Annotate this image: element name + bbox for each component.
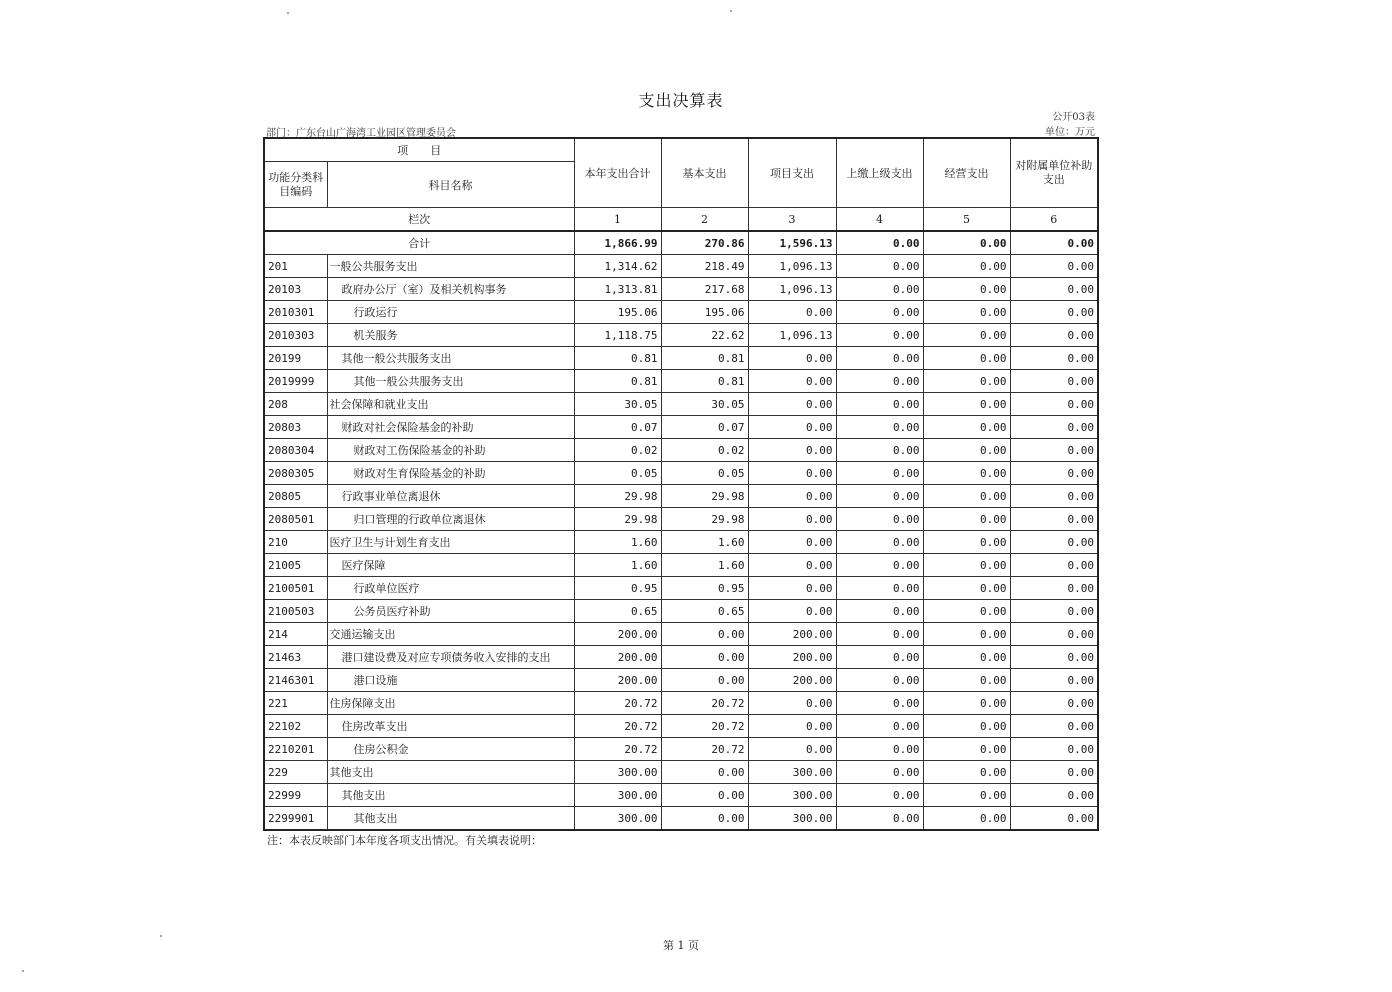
table-row	[264, 807, 1098, 831]
row-value: 0.00	[923, 531, 1010, 554]
col-number: 1	[574, 208, 661, 232]
row-name: 港口建设费及对应专项债务收入安排的支出	[327, 646, 574, 669]
row-value: 1,313.81	[574, 278, 661, 301]
row-value: 0.00	[661, 761, 748, 784]
row-value: 29.98	[574, 508, 661, 531]
row-value: 0.00	[1010, 761, 1098, 784]
table-row	[264, 577, 1098, 600]
row-name: 行政单位医疗	[327, 577, 574, 600]
row-value: 218.49	[661, 255, 748, 278]
row-value: 0.00	[836, 370, 923, 393]
row-value: 0.00	[923, 554, 1010, 577]
row-value: 0.00	[836, 646, 923, 669]
row-value: 0.00	[836, 715, 923, 738]
row-value: 0.65	[661, 600, 748, 623]
table-row	[264, 416, 1098, 439]
row-value: 0.00	[748, 531, 836, 554]
row-value: 0.00	[748, 508, 836, 531]
name-col-header: 科目名称	[327, 162, 574, 208]
total-value: 1,866.99	[574, 231, 661, 255]
table-row	[264, 715, 1098, 738]
row-value: 0.00	[748, 416, 836, 439]
row-value: 1.60	[661, 531, 748, 554]
row-code: 22102	[264, 715, 327, 738]
row-name: 其他支出	[327, 807, 574, 831]
row-value: 0.00	[836, 324, 923, 347]
row-code: 2100501	[264, 577, 327, 600]
table-row	[264, 669, 1098, 692]
row-name: 机关服务	[327, 324, 574, 347]
row-value: 1,096.13	[748, 324, 836, 347]
row-value: 1.60	[574, 531, 661, 554]
row-value: 300.00	[574, 761, 661, 784]
row-value: 0.00	[836, 531, 923, 554]
row-value: 0.00	[661, 623, 748, 646]
row-value: 0.00	[836, 554, 923, 577]
col-header-5: 经营支出	[923, 138, 1010, 208]
col-header-2: 基本支出	[661, 138, 748, 208]
scan-speck	[730, 10, 732, 12]
row-value: 0.81	[574, 347, 661, 370]
row-value: 0.00	[748, 370, 836, 393]
row-value: 0.00	[1010, 347, 1098, 370]
row-value: 0.00	[923, 715, 1010, 738]
row-value: 0.00	[748, 554, 836, 577]
row-value: 0.00	[748, 393, 836, 416]
row-code: 2100503	[264, 600, 327, 623]
row-value: 30.05	[574, 393, 661, 416]
row-code: 21463	[264, 646, 327, 669]
footnote: 注：本表反映部门本年度各项支出情况。有关填表说明：	[267, 834, 542, 847]
row-value: 30.05	[661, 393, 748, 416]
row-code: 20103	[264, 278, 327, 301]
row-value: 0.00	[1010, 370, 1098, 393]
row-value: 0.00	[748, 301, 836, 324]
row-value: 0.00	[923, 508, 1010, 531]
table-row	[264, 646, 1098, 669]
row-value: 1,096.13	[748, 255, 836, 278]
row-code: 2019999	[264, 370, 327, 393]
row-value: 0.00	[748, 462, 836, 485]
row-value: 20.72	[661, 692, 748, 715]
row-value: 195.06	[574, 301, 661, 324]
row-value: 0.00	[836, 416, 923, 439]
col-header-4: 上缴上级支出	[836, 138, 923, 208]
row-name: 行政运行	[327, 301, 574, 324]
row-value: 217.68	[661, 278, 748, 301]
row-value: 0.00	[836, 485, 923, 508]
row-value: 0.00	[923, 416, 1010, 439]
row-value: 0.00	[923, 324, 1010, 347]
row-value: 20.72	[574, 692, 661, 715]
row-value: 22.62	[661, 324, 748, 347]
row-value: 0.07	[574, 416, 661, 439]
row-code: 2299901	[264, 807, 327, 831]
row-value: 0.00	[661, 807, 748, 831]
row-value: 300.00	[574, 807, 661, 831]
table-row	[264, 531, 1098, 554]
row-value: 0.00	[1010, 784, 1098, 807]
row-name: 归口管理的行政单位离退休	[327, 508, 574, 531]
row-value: 0.00	[1010, 393, 1098, 416]
expenditure-table	[263, 137, 1099, 831]
table-row	[264, 508, 1098, 531]
row-value: 0.00	[923, 761, 1010, 784]
table-row	[264, 278, 1098, 301]
row-value: 1,096.13	[748, 278, 836, 301]
row-code: 2010301	[264, 301, 327, 324]
row-name: 政府办公厅（室）及相关机构事务	[327, 278, 574, 301]
scan-speck	[287, 12, 289, 14]
row-value: 0.00	[923, 301, 1010, 324]
row-value: 200.00	[748, 669, 836, 692]
row-value: 0.00	[748, 738, 836, 761]
row-value: 0.00	[836, 439, 923, 462]
scan-speck	[22, 970, 24, 972]
row-value: 0.00	[1010, 646, 1098, 669]
row-value: 0.00	[1010, 324, 1098, 347]
table-row	[264, 439, 1098, 462]
row-name: 财政对生育保险基金的补助	[327, 462, 574, 485]
row-value: 200.00	[748, 646, 836, 669]
table-row	[264, 255, 1098, 278]
row-value: 0.00	[836, 761, 923, 784]
row-value: 29.98	[661, 508, 748, 531]
code-col-header: 功能分类科目编码	[264, 162, 327, 208]
row-value: 0.00	[923, 278, 1010, 301]
row-name: 其他支出	[327, 784, 574, 807]
row-name: 其他一般公共服务支出	[327, 370, 574, 393]
row-code: 214	[264, 623, 327, 646]
row-value: 0.00	[1010, 807, 1098, 831]
row-value: 0.00	[661, 784, 748, 807]
row-value: 0.00	[836, 600, 923, 623]
row-value: 0.02	[661, 439, 748, 462]
row-value: 0.00	[1010, 554, 1098, 577]
row-value: 0.81	[661, 347, 748, 370]
row-code: 2146301	[264, 669, 327, 692]
row-value: 0.00	[1010, 439, 1098, 462]
row-value: 0.00	[923, 738, 1010, 761]
total-row	[264, 231, 1098, 255]
row-code: 229	[264, 761, 327, 784]
row-name: 财政对社会保险基金的补助	[327, 416, 574, 439]
row-value: 0.00	[923, 669, 1010, 692]
total-value: 0.00	[923, 231, 1010, 255]
col-number: 2	[661, 208, 748, 232]
row-value: 0.00	[836, 278, 923, 301]
row-value: 20.72	[661, 715, 748, 738]
row-value: 0.00	[923, 784, 1010, 807]
row-value: 0.00	[748, 439, 836, 462]
form-number: 公开03表	[1052, 112, 1095, 123]
row-value: 0.00	[661, 646, 748, 669]
row-value: 0.00	[923, 255, 1010, 278]
row-name: 交通运输支出	[327, 623, 574, 646]
row-value: 300.00	[748, 784, 836, 807]
table-row	[264, 324, 1098, 347]
col-header-6: 对附属单位补助支出	[1010, 138, 1098, 208]
row-value: 0.00	[1010, 531, 1098, 554]
row-name: 住房保障支出	[327, 692, 574, 715]
row-value: 0.05	[574, 462, 661, 485]
row-name: 医疗卫生与计划生育支出	[327, 531, 574, 554]
table-row	[264, 738, 1098, 761]
row-value: 0.00	[1010, 485, 1098, 508]
row-value: 0.00	[836, 462, 923, 485]
row-code: 208	[264, 393, 327, 416]
page-title: 支出决算表	[638, 91, 724, 110]
row-name: 社会保障和就业支出	[327, 393, 574, 416]
unit-label: 单位：万元	[1045, 127, 1095, 138]
row-index-label: 栏次	[264, 208, 574, 232]
column-number-row	[264, 208, 1098, 232]
table-row	[264, 301, 1098, 324]
row-value: 0.00	[836, 738, 923, 761]
row-value: 0.00	[923, 370, 1010, 393]
total-label: 合计	[264, 231, 574, 255]
row-code: 2210201	[264, 738, 327, 761]
table-row	[264, 623, 1098, 646]
row-value: 0.81	[574, 370, 661, 393]
row-value: 0.00	[1010, 577, 1098, 600]
row-value: 0.95	[574, 577, 661, 600]
row-value: 300.00	[574, 784, 661, 807]
total-value: 270.86	[661, 231, 748, 255]
row-value: 0.00	[923, 807, 1010, 831]
row-value: 0.00	[748, 485, 836, 508]
header-row-project	[264, 138, 1098, 162]
row-value: 0.65	[574, 600, 661, 623]
row-code: 221	[264, 692, 327, 715]
row-code: 2080304	[264, 439, 327, 462]
total-value: 1,596.13	[748, 231, 836, 255]
row-name: 其他支出	[327, 761, 574, 784]
row-code: 210	[264, 531, 327, 554]
row-name: 住房公积金	[327, 738, 574, 761]
row-value: 0.02	[574, 439, 661, 462]
row-value: 0.00	[923, 485, 1010, 508]
row-value: 20.72	[574, 715, 661, 738]
row-value: 0.00	[1010, 692, 1098, 715]
row-value: 1.60	[574, 554, 661, 577]
row-value: 0.00	[836, 577, 923, 600]
row-value: 0.00	[836, 692, 923, 715]
row-value: 0.00	[836, 301, 923, 324]
row-code: 22999	[264, 784, 327, 807]
row-value: 195.06	[661, 301, 748, 324]
row-value: 0.00	[1010, 738, 1098, 761]
row-value: 20.72	[661, 738, 748, 761]
row-value: 0.00	[836, 669, 923, 692]
project-header: 项 目	[264, 138, 574, 162]
row-value: 0.00	[836, 255, 923, 278]
row-value: 0.00	[923, 439, 1010, 462]
table-row	[264, 692, 1098, 715]
col-header-3: 项目支出	[748, 138, 836, 208]
row-value: 0.00	[923, 623, 1010, 646]
col-header-1: 本年支出合计	[574, 138, 661, 208]
row-value: 0.00	[1010, 669, 1098, 692]
row-value: 0.00	[923, 393, 1010, 416]
row-value: 0.00	[748, 577, 836, 600]
table-row	[264, 462, 1098, 485]
row-value: 300.00	[748, 761, 836, 784]
row-value: 0.00	[836, 347, 923, 370]
row-value: 200.00	[574, 646, 661, 669]
table-row	[264, 485, 1098, 508]
page-number: 第 1 页	[663, 939, 699, 952]
total-value: 0.00	[836, 231, 923, 255]
row-value: 0.00	[748, 600, 836, 623]
row-value: 0.00	[1010, 462, 1098, 485]
row-name: 一般公共服务支出	[327, 255, 574, 278]
row-value: 0.00	[923, 577, 1010, 600]
col-number: 6	[1010, 208, 1098, 232]
table-row	[264, 393, 1098, 416]
col-number: 5	[923, 208, 1010, 232]
row-value: 200.00	[748, 623, 836, 646]
row-value: 0.00	[1010, 255, 1098, 278]
total-value: 0.00	[1010, 231, 1098, 255]
col-number: 4	[836, 208, 923, 232]
row-value: 0.00	[1010, 301, 1098, 324]
row-value: 0.07	[661, 416, 748, 439]
row-value: 0.00	[836, 508, 923, 531]
row-value: 0.00	[836, 784, 923, 807]
row-value: 1,314.62	[574, 255, 661, 278]
table-row	[264, 554, 1098, 577]
row-code: 20805	[264, 485, 327, 508]
row-value: 0.00	[836, 393, 923, 416]
row-value: 0.05	[661, 462, 748, 485]
table-row	[264, 600, 1098, 623]
row-value: 0.81	[661, 370, 748, 393]
row-value: 0.00	[748, 692, 836, 715]
row-value: 0.00	[1010, 416, 1098, 439]
row-code: 2010303	[264, 324, 327, 347]
row-value: 0.00	[661, 669, 748, 692]
row-value: 20.72	[574, 738, 661, 761]
row-code: 2080305	[264, 462, 327, 485]
department-label: 部门：广东台山广海湾工业园区管理委员会	[266, 128, 456, 139]
row-value: 0.00	[1010, 508, 1098, 531]
row-value: 29.98	[661, 485, 748, 508]
row-value: 0.00	[836, 807, 923, 831]
row-name: 公务员医疗补助	[327, 600, 574, 623]
row-name: 其他一般公共服务支出	[327, 347, 574, 370]
row-value: 0.00	[923, 462, 1010, 485]
row-value: 1.60	[661, 554, 748, 577]
row-value: 1,118.75	[574, 324, 661, 347]
table-row	[264, 347, 1098, 370]
row-value: 0.00	[1010, 715, 1098, 738]
row-value: 200.00	[574, 669, 661, 692]
col-number: 3	[748, 208, 836, 232]
row-value: 0.00	[1010, 623, 1098, 646]
table-row	[264, 370, 1098, 393]
row-value: 0.95	[661, 577, 748, 600]
row-value: 0.00	[923, 347, 1010, 370]
scan-speck	[160, 935, 162, 937]
row-value: 29.98	[574, 485, 661, 508]
row-value: 200.00	[574, 623, 661, 646]
row-name: 港口设施	[327, 669, 574, 692]
row-name: 财政对工伤保险基金的补助	[327, 439, 574, 462]
row-value: 0.00	[1010, 278, 1098, 301]
row-code: 201	[264, 255, 327, 278]
row-value: 0.00	[923, 600, 1010, 623]
row-value: 0.00	[923, 646, 1010, 669]
row-code: 2080501	[264, 508, 327, 531]
row-name: 行政事业单位离退休	[327, 485, 574, 508]
row-value: 0.00	[748, 347, 836, 370]
table-row	[264, 761, 1098, 784]
row-code: 20803	[264, 416, 327, 439]
row-value: 0.00	[836, 623, 923, 646]
row-value: 0.00	[1010, 600, 1098, 623]
row-value: 300.00	[748, 807, 836, 831]
row-code: 21005	[264, 554, 327, 577]
row-value: 0.00	[923, 692, 1010, 715]
table-row	[264, 784, 1098, 807]
row-name: 医疗保障	[327, 554, 574, 577]
row-value: 0.00	[748, 715, 836, 738]
row-name: 住房改革支出	[327, 715, 574, 738]
row-code: 20199	[264, 347, 327, 370]
